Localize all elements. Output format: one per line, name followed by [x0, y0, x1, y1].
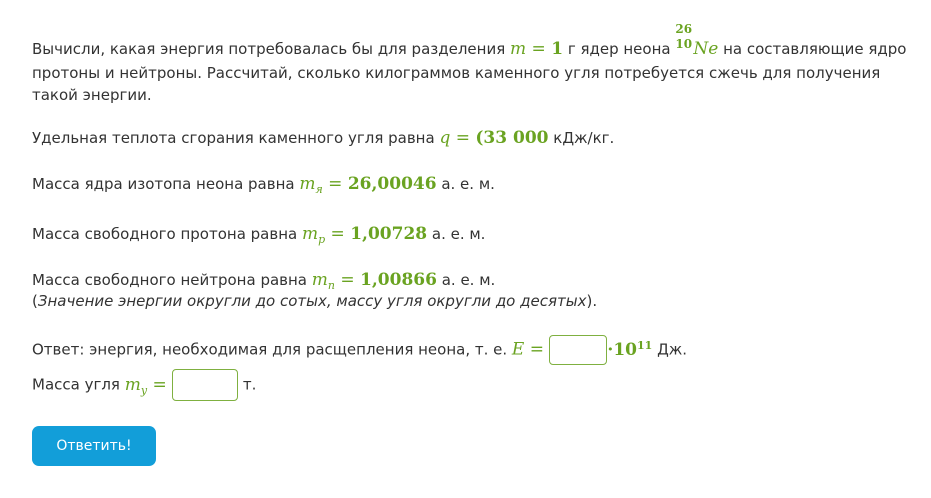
isotope-mass-number: 26 — [675, 22, 693, 36]
math-eq: = — [335, 270, 361, 290]
problem-text: г ядер неона — [563, 40, 676, 58]
neon-mass-text: Масса ядра изотопа неона равна — [32, 175, 300, 193]
math-sub: я — [315, 183, 323, 196]
math-m-equals-1 — [510, 39, 563, 59]
answer-energy-text: Ответ: энергия, необходимая для расщепления неона, т. е. — [32, 340, 512, 359]
math-eq: = — [147, 374, 173, 395]
math-value: 1,00728 — [350, 224, 428, 244]
math-var: m — [299, 174, 316, 194]
rounding-note — [32, 292, 597, 310]
math-m-p — [302, 224, 427, 244]
math-m-ya — [299, 174, 436, 194]
math-value: 1 — [551, 39, 564, 59]
math-var: E — [511, 339, 525, 360]
problem-line-2: протоны и нейтроны. Рассчитай, сколько килограммов каменного угля потребуется сжечь для получения — [32, 64, 881, 82]
math-eq: = — [526, 39, 552, 59]
math-value: 26,00046 — [347, 174, 437, 194]
math-value: (33 000 — [475, 128, 549, 148]
isotope-atomic-number: 10 — [675, 37, 693, 51]
proton-mass — [32, 224, 485, 246]
isotope-neon — [675, 22, 719, 59]
math-q — [439, 128, 548, 148]
math-power-of-ten — [607, 340, 652, 360]
math-var: m — [301, 224, 319, 244]
neon-nucleus-mass — [32, 174, 495, 196]
submit-answer-button[interactable]: Ответить! — [32, 426, 156, 466]
answer-coal-text: Масса угля — [32, 375, 125, 394]
math-mult: ·10 — [607, 339, 637, 360]
math-sub: y — [140, 383, 148, 397]
coal-mass-answer-input[interactable] — [172, 369, 238, 401]
math-var: q — [439, 128, 451, 148]
heat-of-combustion — [32, 128, 614, 148]
energy-unit: Дж. — [652, 340, 688, 359]
note-paren: ). — [586, 292, 598, 310]
math-var: m — [311, 270, 328, 290]
math-var: m — [510, 39, 527, 59]
proton-mass-unit: а. е. м. — [427, 225, 486, 243]
problem-text: на составляющие ядро — [718, 40, 907, 58]
heat-text: Удельная теплота сгорания каменного угля равна — [32, 129, 440, 147]
note-paren: ( — [32, 292, 38, 310]
problem-text: Вычисли, какая энергия потребовалась бы для разделения — [32, 40, 511, 58]
problem-line-3: такой энергии. — [32, 86, 152, 104]
heat-unit: кДж/кг. — [548, 129, 615, 147]
proton-mass-text: Масса свободного протона равна — [32, 225, 302, 243]
math-eq: = — [325, 224, 351, 244]
math-sub: p — [318, 233, 326, 246]
note-text: Значение энергии округли до сотых, массу угля округли до десятых — [37, 292, 587, 310]
problem-line-1 — [32, 22, 907, 59]
math-var: m — [124, 374, 141, 395]
neutron-mass — [32, 270, 495, 292]
neutron-mass-unit: а. е. м. — [436, 271, 496, 289]
math-E — [512, 340, 549, 360]
math-exponent: 11 — [636, 338, 653, 352]
answer-energy-row — [32, 335, 687, 365]
math-m-y — [125, 375, 172, 395]
coal-unit: т. — [238, 375, 257, 394]
math-value: 1,00866 — [360, 270, 437, 290]
math-eq: = — [524, 339, 550, 360]
answer-coal-row — [32, 369, 256, 401]
math-m-n — [312, 270, 437, 290]
neon-mass-unit: а. е. м. — [436, 175, 495, 193]
isotope-symbol: Ne — [693, 39, 719, 59]
math-eq: = — [450, 128, 476, 148]
energy-answer-input[interactable] — [549, 335, 607, 365]
math-eq: = — [322, 174, 348, 194]
neutron-mass-text: Масса свободного нейтрона равна — [32, 271, 312, 289]
math-sub: n — [327, 279, 335, 292]
